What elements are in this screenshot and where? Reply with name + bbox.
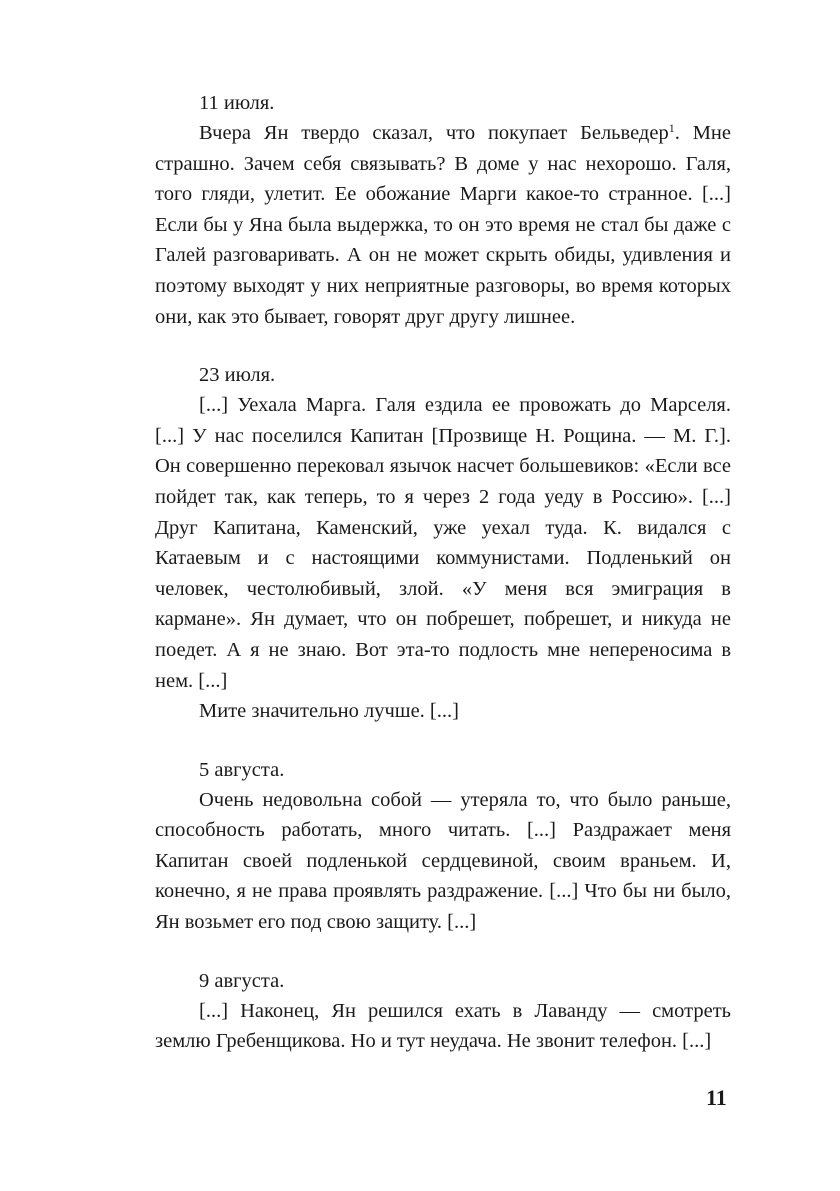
entry-paragraph: [...] Наконец, Ян решился ехать в Лаванду — смотреть землю Гребенщикова. Но и тут неудача. Не звонит телефон. [...] (155, 999, 731, 1053)
entry-paragraph-text: Вчера Ян твердо сказал, что покупает Бельведер (199, 122, 669, 144)
entry-paragraph: Мите значительно лучше. [...] (199, 700, 459, 723)
entry-date: 23 июля. (199, 364, 276, 387)
entry-date: 9 августа. (199, 969, 285, 992)
page-number: 11 (706, 1085, 727, 1110)
entry-paragraph: [...] Уехала Марга. Галя ездила ее провожать до Марселя. [...] У нас поселился Капитан [Прозвище Н. Рощина. — М. Г.]. Он совершенно перековал язычок насчет большевиков: «Если все пойдет так, как теперь, то я через 2 года уеду в Россию». [...] Друг Капитана, Каменский, уже уехал туда. К. видался с Катаевым и с настоящими коммунистами. Подленький он человек, честолюбивый, злой. «У меня вся эмиграция в кармане». Ян думает, что он побрешет, побрешет, и никуда не поедет. А я не знаю. Вот эта-то подлость мне непереносима в нем. [...] (155, 394, 731, 692)
diary-entry-jul-11 (155, 88, 731, 332)
diary-entry-aug-9 (155, 966, 731, 1057)
entry-date: 5 августа. (199, 758, 285, 781)
entry-paragraph: Вчера Ян твердо сказал, что покупает Бельведер$^1$. Мне страшно. Зачем себя связывать? В доме у нас нехорошо. Галя, того гляди, улетит. Ее обожание Марги какое-то странное. [...] Если бы у Яна была выдержка, то он это время не стал бы даже с Галей разговаривать. А он не может скрыть обиды, удивления и поэтому выходят у них неприятные разговоры, во время которых они, как это бывает, говорят друг другу лишнее. (155, 121, 731, 328)
entry-paragraph: Очень недовольна собой — утеряла то, что было раньше, способность работать, много читать. [...] Раздражает меня Капитан своей подленькой сердцевиной, своим враньем. И, конечно, я не права проявлять раздражение. [...] Что бы ни было, Ян возьмет его под свою защиту. [...] (155, 788, 731, 934)
entry-date: 11 июля. (199, 92, 275, 114)
diary-entry-aug-5 (155, 755, 731, 938)
entry-paragraph-text: Мне страшно. Зачем себя связывать? В доме у нас нехорошо. Галя, того гляди, улетит. Ее обожание Марги какое-то странное. [...] Если бы у Яна была выдержка, то он это время не стал бы даже с Галей разговаривать. А он не может скрыть обиды, удивления и поэтому выходят у них неприятные разговоры, во время которых они, как это бывает, говорят друг другу лишнее. (155, 122, 731, 328)
diary-entry-jul-23 (155, 360, 731, 727)
footnote-reference[interactable]: 1 (668, 121, 675, 135)
diary-page (155, 88, 731, 1085)
